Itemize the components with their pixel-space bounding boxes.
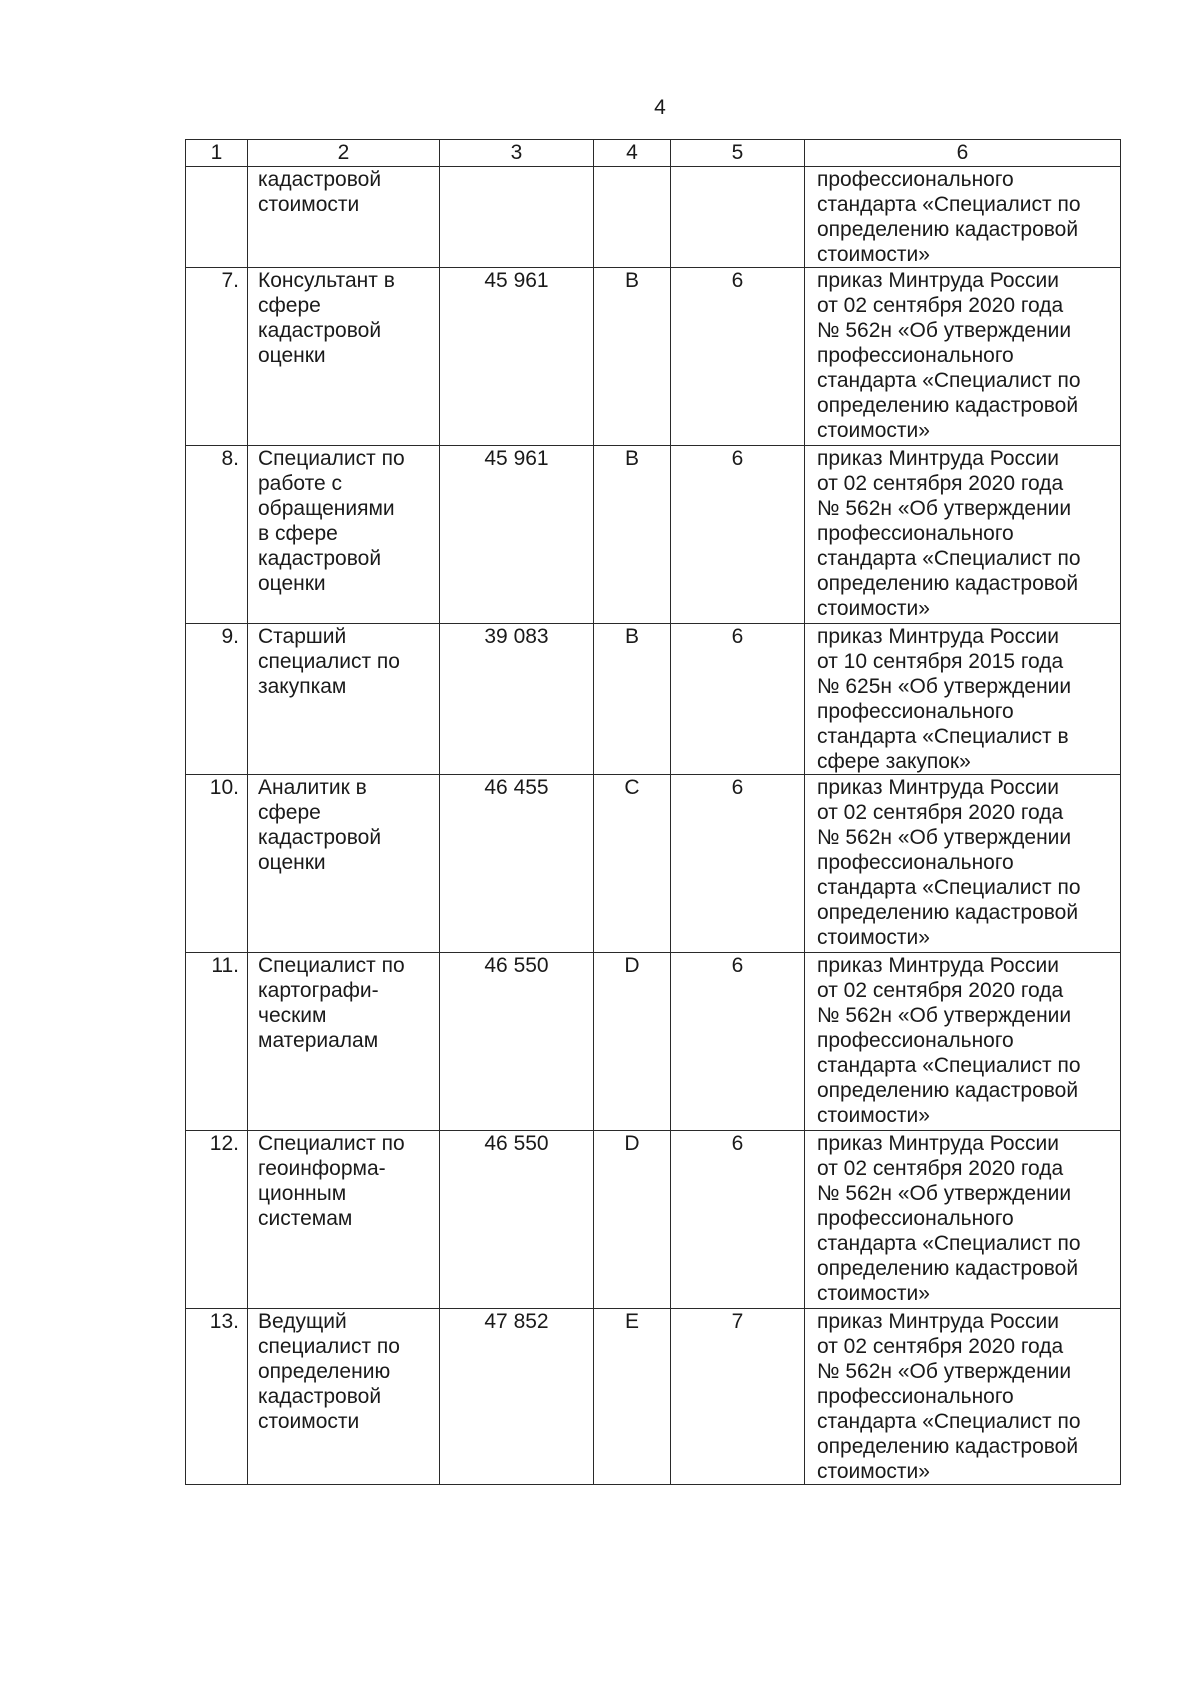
table-row xyxy=(186,1131,1121,1309)
qualification-cell: 6 xyxy=(671,1131,805,1309)
qualification-cell: 6 xyxy=(671,775,805,953)
salary-cell xyxy=(440,167,594,268)
level-cell: D xyxy=(594,953,671,1131)
column-header: 1 xyxy=(186,140,248,167)
position-cell: Аналитик в сфере кадастровой оценки xyxy=(248,775,440,953)
level-cell xyxy=(594,167,671,268)
table-row xyxy=(186,268,1121,446)
salary-cell: 45 961 xyxy=(440,268,594,446)
document-cell: приказ Минтруда России от 02 сентября 2020 года № 562н «Об утверждении профессионального стандарта «Специалист по определению кадастровой стоимости» xyxy=(805,1131,1121,1309)
table-header xyxy=(186,140,1121,167)
page-number: 4 xyxy=(654,96,666,119)
document-cell: приказ Минтруда России от 02 сентября 2020 года № 562н «Об утверждении профессионального стандарта «Специалист по определению кадастровой стоимости» xyxy=(805,775,1121,953)
salary-cell: 46 550 xyxy=(440,1131,594,1309)
qualification-cell: 6 xyxy=(671,446,805,624)
row-number-cell: 13. xyxy=(186,1309,248,1485)
level-cell: D xyxy=(594,1131,671,1309)
positions-table xyxy=(185,139,1121,1485)
header-row xyxy=(186,140,1121,167)
salary-cell: 47 852 xyxy=(440,1309,594,1485)
level-cell: C xyxy=(594,775,671,953)
document-cell: приказ Минтруда России от 02 сентября 2020 года № 562н «Об утверждении профессионального стандарта «Специалист по определению кадастровой стоимости» xyxy=(805,446,1121,624)
position-cell: Ведущий специалист по определению кадастровой стоимости xyxy=(248,1309,440,1485)
row-number-cell xyxy=(186,167,248,268)
document-cell: приказ Минтруда России от 02 сентября 2020 года № 562н «Об утверждении профессионального стандарта «Специалист по определению кадастровой стоимости» xyxy=(805,953,1121,1131)
column-header: 4 xyxy=(594,140,671,167)
qualification-cell: 6 xyxy=(671,268,805,446)
salary-cell: 39 083 xyxy=(440,624,594,775)
qualification-cell xyxy=(671,167,805,268)
position-cell: кадастровой стоимости xyxy=(248,167,440,268)
level-cell: B xyxy=(594,624,671,775)
salary-cell: 46 455 xyxy=(440,775,594,953)
position-cell: Специалист по работе с обращениями в сфере кадастровой оценки xyxy=(248,446,440,624)
table-row xyxy=(186,953,1121,1131)
row-number-cell: 8. xyxy=(186,446,248,624)
level-cell: E xyxy=(594,1309,671,1485)
row-number-cell: 9. xyxy=(186,624,248,775)
level-cell: B xyxy=(594,268,671,446)
table-row-continuation xyxy=(186,167,1121,268)
table-body xyxy=(186,167,1121,1485)
table-row xyxy=(186,775,1121,953)
table-row xyxy=(186,446,1121,624)
position-cell: Старший специалист по закупкам xyxy=(248,624,440,775)
qualification-cell: 6 xyxy=(671,624,805,775)
row-number-cell: 7. xyxy=(186,268,248,446)
column-header: 6 xyxy=(805,140,1121,167)
column-header: 3 xyxy=(440,140,594,167)
salary-cell: 45 961 xyxy=(440,446,594,624)
document-cell: профессионального стандарта «Специалист по определению кадастровой стоимости» xyxy=(805,167,1121,268)
level-cell: B xyxy=(594,446,671,624)
salary-cell: 46 550 xyxy=(440,953,594,1131)
position-cell: Консультант в сфере кадастровой оценки xyxy=(248,268,440,446)
qualification-cell: 6 xyxy=(671,953,805,1131)
document-cell: приказ Минтруда России от 02 сентября 2020 года № 562н «Об утверждении профессионального стандарта «Специалист по определению кадастровой стоимости» xyxy=(805,268,1121,446)
row-number-cell: 12. xyxy=(186,1131,248,1309)
document-cell: приказ Минтруда России от 02 сентября 2020 года № 562н «Об утверждении профессионального стандарта «Специалист по определению кадастровой стоимости» xyxy=(805,1309,1121,1485)
column-header: 5 xyxy=(671,140,805,167)
position-cell: Специалист по геоинформа- ционным системам xyxy=(248,1131,440,1309)
row-number-cell: 11. xyxy=(186,953,248,1131)
qualification-cell: 7 xyxy=(671,1309,805,1485)
row-number-cell: 10. xyxy=(186,775,248,953)
document-cell: приказ Минтруда России от 10 сентября 2015 года № 625н «Об утверждении профессионального стандарта «Специалист в сфере закупок» xyxy=(805,624,1121,775)
table-row xyxy=(186,1309,1121,1485)
table-row xyxy=(186,624,1121,775)
position-cell: Специалист по картографи- ческим материалам xyxy=(248,953,440,1131)
column-header: 2 xyxy=(248,140,440,167)
